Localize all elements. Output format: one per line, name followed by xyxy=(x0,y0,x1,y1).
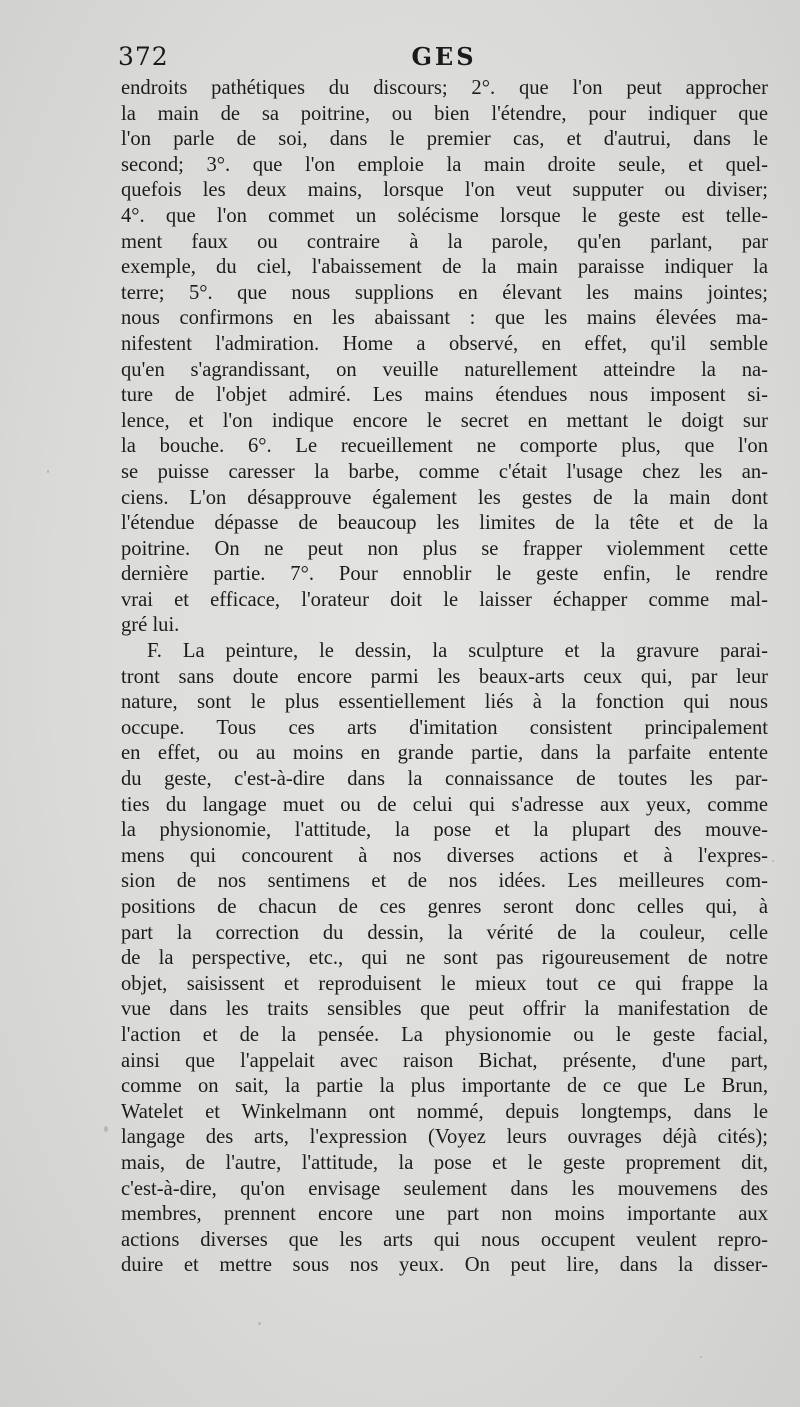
paper-speck xyxy=(258,1322,261,1325)
text-line: lence, et l'on indique encore le secret en mettant le doigt sur xyxy=(121,409,768,432)
text-line: nifestent l'admiration. Home a observé, en effet, qu'il semble xyxy=(121,332,768,355)
text-line: quefois les deux mains, lorsque l'on veut supputer ou diviser; xyxy=(121,179,768,202)
text-line: positions de chacun de ces genres seront donc celles qui, à xyxy=(121,896,768,918)
text-line: en effet, ou au moins en grande partie, dans la parfaite entente xyxy=(121,742,768,765)
text-line: occupe. Tous ces arts d'imitation consistent principalement xyxy=(121,716,768,739)
text-line: dernière partie. 7°. Pour ennoblir le geste enfin, le rendre xyxy=(121,563,768,586)
text-line: l'action et de la pensée. La physionomie ou le geste facial, xyxy=(121,1023,768,1046)
paper-speck xyxy=(772,860,774,862)
text-line: mens qui concourent à nos diverses actions et à l'expres- xyxy=(121,844,768,867)
paper-speck xyxy=(104,1126,108,1132)
text-line: gré lui. xyxy=(121,614,180,637)
text-line: langage des arts, l'expression (Voyez leurs ouvrages déjà cités); xyxy=(121,1126,768,1149)
text-line: l'on parle de soi, dans le premier cas, et d'autrui, dans le xyxy=(121,128,768,151)
text-line: mais, de l'autre, l'attitude, la pose et le geste proprement dit, xyxy=(121,1151,768,1174)
text-line: actions diverses que les arts qui nous occupent veulent repro- xyxy=(121,1228,768,1251)
text-line: tront sans doute encore parmi les beaux-arts ceux qui, par leur xyxy=(121,665,768,688)
text-line: comme on sait, la partie la plus importante de ce que Le Brun, xyxy=(121,1075,768,1098)
text-line: ties du langage muet ou de celui qui s'adresse aux yeux, comme xyxy=(121,793,768,816)
text-line: la main de sa poitrine, ou bien l'étendre, pour indiquer que xyxy=(121,102,768,125)
text-line: c'est-à-dire, qu'on envisage seulement dans les mouvemens des xyxy=(121,1177,768,1200)
text-line: ture de l'objet admiré. Les mains étendues nous imposent si- xyxy=(121,384,768,407)
text-line: part la correction du dessin, la vérité de la couleur, celle xyxy=(121,921,768,944)
text-line: sion de nos sentimens et de nos idées. Les meilleures com- xyxy=(121,870,768,893)
page-header xyxy=(118,40,770,76)
text-line: nature, sont le plus essentiellement liés à la fonction qui nous xyxy=(121,691,768,714)
text-line: exemple, du ciel, l'abaissement de la main paraisse indiquer la xyxy=(121,256,768,279)
text-line: de la perspective, etc., qui ne sont pas rigoureusement de notre xyxy=(121,947,768,970)
text-line: la bouche. 6°. Le recueillement ne comporte plus, que l'on xyxy=(121,435,768,458)
paper-speck xyxy=(47,470,49,473)
text-line: poitrine. On ne peut non plus se frapper violemment cette xyxy=(121,537,768,560)
text-line: objet, saisissent et reproduisent le mieux tout ce qui frappe la xyxy=(121,972,768,995)
text-line: duire et mettre sous nos yeux. On peut lire, dans la disser- xyxy=(121,1254,768,1277)
text-line: se puisse caresser la barbe, comme c'était l'usage chez les an- xyxy=(121,460,768,483)
text-line: second; 3°. que l'on emploie la main droite seule, et quel- xyxy=(121,153,768,176)
page-number: 372 xyxy=(118,42,169,71)
text-line: membres, prennent encore une part non moins importante aux xyxy=(121,1203,768,1226)
text-line: la physionomie, l'attitude, la pose et la plupart des mouve- xyxy=(121,819,768,842)
paragraph-start-line: F. La peinture, le dessin, la sculpture et la gravure parai- xyxy=(147,640,768,663)
text-line: 4°. que l'on commet un solécisme lorsque le geste est telle- xyxy=(121,204,768,227)
text-line: qu'en s'agrandissant, on veuille naturellement atteindre la na- xyxy=(121,358,768,381)
text-line: terre; 5°. que nous supplions en élevant les mains jointes; xyxy=(121,281,768,304)
body-text xyxy=(121,76,768,1279)
text-line: l'étendue dépasse de beaucoup les limites de la tête et de la xyxy=(121,512,768,535)
running-head: GES xyxy=(411,42,477,71)
text-line: ment faux ou contraire à la parole, qu'en parlant, par xyxy=(121,230,768,253)
text-line: nous confirmons en les abaissant : que les mains élevées ma- xyxy=(121,307,768,330)
text-line: vue dans les traits sensibles que peut offrir la manifestation de xyxy=(121,998,768,1021)
text-line: ciens. L'on désapprouve également les gestes de la main dont xyxy=(121,486,768,509)
text-line: du geste, c'est-à-dire dans la connaissance de toutes les par- xyxy=(121,768,768,791)
text-line: Watelet et Winkelmann ont nommé, depuis longtemps, dans le xyxy=(121,1100,768,1123)
text-line: vrai et efficace, l'orateur doit le laisser échapper comme mal- xyxy=(121,588,768,611)
paper-speck xyxy=(700,1356,702,1358)
text-line: ainsi que l'appelait avec raison Bichat, présente, d'une part, xyxy=(121,1049,768,1072)
text-line: endroits pathétiques du discours; 2°. que l'on peut approcher xyxy=(121,77,768,99)
